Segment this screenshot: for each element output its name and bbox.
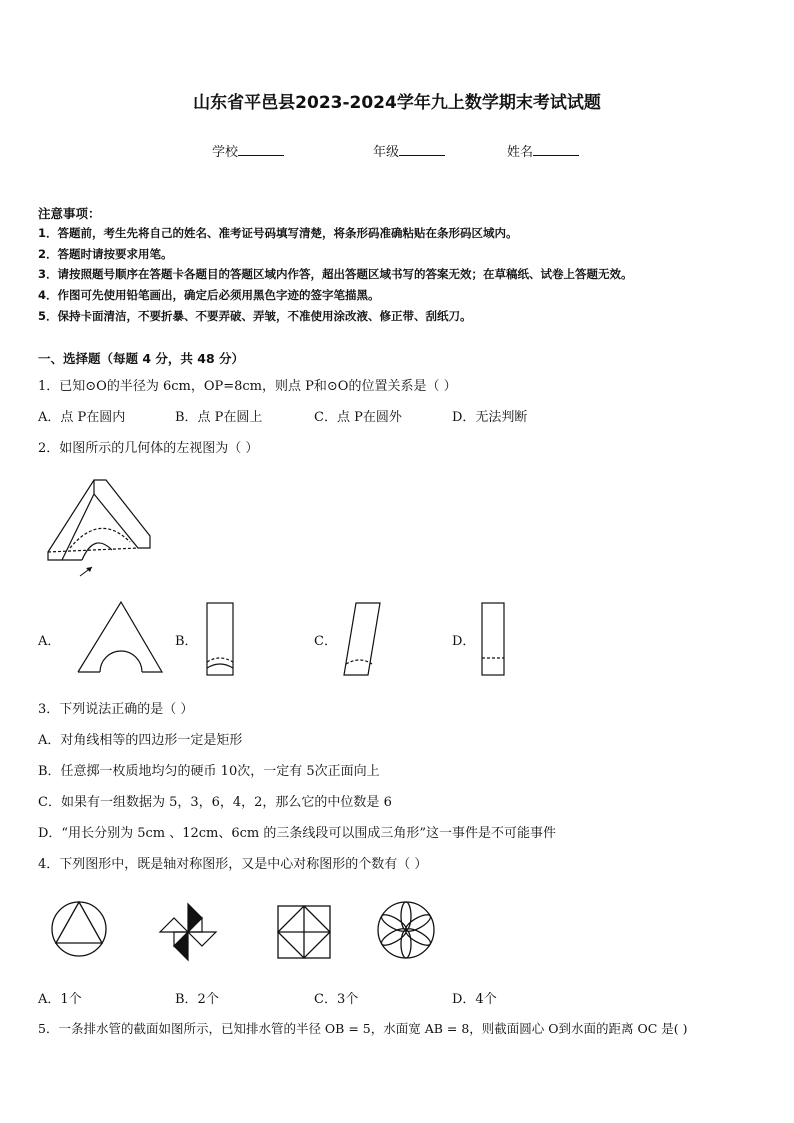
q3-stem: 3．下列说法正确的是（ ） <box>38 702 194 717</box>
q1-option-c: C．点 P在圆外 <box>314 410 402 425</box>
school-field <box>212 141 284 160</box>
q2-option-c-label: C． <box>314 634 337 649</box>
q1-option-d: D．无法判断 <box>452 410 528 425</box>
q1-option-a: A．点 P在圆内 <box>38 410 126 425</box>
q1-option-b: B．点 P在圆上 <box>175 410 263 425</box>
note-item: 1．答题前，考生先将自己的姓名、准考证号码填写清楚，将条形码准确粘贴在条形码区域内。 <box>38 226 518 240</box>
q4-option-d: D．4个 <box>452 992 497 1007</box>
q1-stem: 1．已知⊙O的半径为 6cm，OP=8cm，则点 P和⊙O的位置关系是（ ） <box>38 379 457 394</box>
name-field <box>507 141 579 160</box>
q3-option-b: B．任意掷一枚质地均匀的硬币 10次，一定有 5次正面向上 <box>38 764 380 779</box>
page-title: 山东省平邑县2023-2024学年九上数学期末考试试题 <box>193 93 601 113</box>
notes-heading: 注意事项： <box>38 206 101 221</box>
q3-option-d: D．“用长分别为 5cm 、12cm、6cm 的三条线段可以围成三角形”这一事件是不可能事件 <box>38 826 557 841</box>
q4-option-b: B．2个 <box>175 992 219 1007</box>
name-blank <box>533 143 579 156</box>
q2-option-b-figure <box>206 602 236 676</box>
q2-option-b-label: B． <box>175 634 198 649</box>
section-heading: 一、选择题（每题 4 分，共 48 分） <box>38 351 245 366</box>
school-label: 学校 <box>212 145 239 160</box>
square-diamond-figure <box>276 904 332 960</box>
note-item: 2．答题时请按要求用笔。 <box>38 247 173 261</box>
circle-triangle-figure <box>50 900 108 958</box>
q3-option-a: A．对角线相等的四边形一定是矩形 <box>38 733 243 748</box>
q5-stem: 5．一条排水管的截面如图所示，已知排水管的半径 OB = 5，水面宽 AB = 8，则截面圆心 O到水面的距离 OC 是( ) <box>38 1021 688 1036</box>
q4-option-a: A．1个 <box>38 992 82 1007</box>
q2-solid-figure <box>40 472 160 582</box>
q2-stem: 2．如图所示的几何体的左视图为（ ） <box>38 441 259 456</box>
school-blank <box>238 143 284 156</box>
flower-circle-figure <box>376 900 436 960</box>
note-item: 3．请按照题号顺序在答题卡各题目的答题区域内作答，超出答题区域书写的答案无效；在草稿纸、试卷上答题无效。 <box>38 267 633 281</box>
pinwheel-figure <box>158 902 218 962</box>
q2-option-d-label: D． <box>452 634 476 649</box>
q4-stem: 4．下列图形中，既是轴对称图形，又是中心对称图形的个数有（ ） <box>38 857 428 872</box>
q4-option-c: C．3个 <box>314 992 359 1007</box>
q2-option-c-figure <box>342 602 382 676</box>
grade-blank <box>399 143 445 156</box>
grade-field <box>373 141 445 160</box>
note-item: 4．作图可先使用铅笔画出，确定后必须用黑色字迹的签字笔描黑。 <box>38 288 380 302</box>
note-item: 5．保持卡面清洁，不要折暴、不要弄破、弄皱，不准使用涂改液、修正带、刮纸刀。 <box>38 309 472 323</box>
grade-label: 年级 <box>373 145 400 160</box>
name-label: 姓名 <box>507 145 534 160</box>
q3-option-c: C．如果有一组数据为 5，3，6，4，2，那么它的中位数是 6 <box>38 795 392 810</box>
q2-option-a-label: A． <box>38 634 61 649</box>
q2-option-d-figure <box>481 602 507 676</box>
q2-option-a-figure <box>78 600 164 676</box>
